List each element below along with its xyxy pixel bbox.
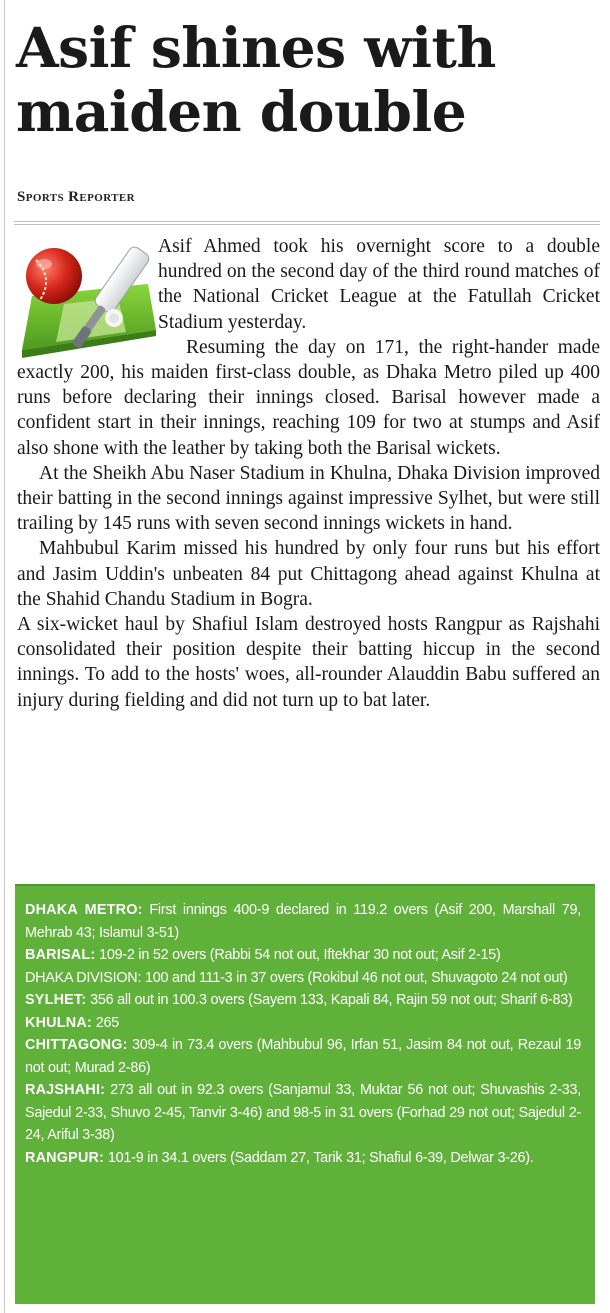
article-paragraph: At the Sheikh Abu Naser Stadium in Khulna, Dhaka Division improved their batting in the second innings against impressive Sylhet, but were still trailing by 145 runs with seven second innings wickets in hand. (17, 462, 600, 535)
team-name: RANGPUR: (25, 1149, 105, 1166)
score-detail: 273 all out in 92.3 overs (Sanjamul 33, Muktar 56 not out; Shuvashis 2-33, Sajedul 2-33, Shuvo 2-45, Tanvir 3-46) and 98-5 in 31 overs (Forhad 29 not out; Sajedul 2-24, Ariful 3-38) (25, 1082, 581, 1143)
score-row (25, 944, 581, 967)
team-name: RAJSHAHI: (25, 1082, 106, 1098)
scorecard-box (15, 884, 595, 1304)
divider (14, 221, 600, 222)
score-detail: 309-4 in 73.4 overs (Mahbubul 96, Irfan 51, Jasim 84 not out, Rezaul 19 not out; Murad 2-86) (25, 1037, 581, 1076)
team-name: SYLHET: (25, 992, 87, 1008)
article-body (17, 234, 600, 713)
column-rule (4, 0, 5, 1313)
score-row (25, 1079, 581, 1147)
team-name: KHULNA: (25, 1014, 92, 1031)
team-name: BARISAL: (25, 947, 96, 963)
article-paragraph: Resuming the day on 171, the right-hander made exactly 200, his maiden first-class double, as Dhaka Metro piled up 400 runs before declaring their innings closed. Barisal however made a confident start in their innings, reaching 109 for two at stumps and Asif also shone with the leather by taking both the Barisal wickets. (17, 336, 600, 459)
score-row (25, 1034, 581, 1079)
score-detail: 356 all out in 100.3 overs (Sayem 133, Kapali 84, Rajin 59 not out; Sharif 6-83) (86, 992, 573, 1008)
score-detail: 109-2 in 52 overs (Rabbi 54 not out, Iftekhar 30 not out; Asif 2-15) (95, 947, 501, 963)
team-name: DHAKA METRO: (25, 902, 143, 918)
score-row (25, 899, 581, 944)
headline: Asif shines with maiden double (16, 15, 496, 144)
score-row (25, 1012, 581, 1035)
article-paragraph: A six-wicket haul by Shafiul Islam destroyed hosts Rangpur as Rajshahi consolidated their position despite their batting hiccup in the second innings. To add to the hosts' woes, all-rounder Alauddin Babu suffered an injury during fielding and did not turn up to bat later. (17, 614, 600, 711)
score-detail: 265 (91, 1014, 119, 1031)
team-name: CHITTAGONG: (25, 1037, 128, 1053)
score-detail: DHAKA DIVISION: 100 and 111-3 in 37 overs (Rokibul 46 not out, Shuvagoto 24 not out) (25, 969, 568, 986)
score-row (25, 989, 581, 1012)
article-paragraph: Asif Ahmed took his overnight score to a double hundred on the second day of the third round matches of the National Cricket League at the Fatullah Cricket Stadium yesterday. (158, 236, 600, 333)
score-detail: 101-9 in 34.1 overs (Saddam 27, Tarik 31; Shafiul 6-39, Delwar 3-26). (104, 1149, 534, 1166)
score-row (25, 1147, 581, 1170)
article-paragraph: Mahbubul Karim missed his hundred by only four runs but his effort and Jasim Uddin's unbeaten 84 put Chittagong ahead against Khulna at the Shahid Chandu Stadium in Bogra. (17, 538, 600, 610)
divider (14, 224, 600, 225)
score-row (25, 967, 581, 990)
byline: Sports Reporter (17, 189, 135, 205)
score-detail: First innings 400-9 declared in 119.2 overs (Asif 200, Marshall 79, Mehrab 43; Islamul 3-51) (25, 902, 581, 941)
